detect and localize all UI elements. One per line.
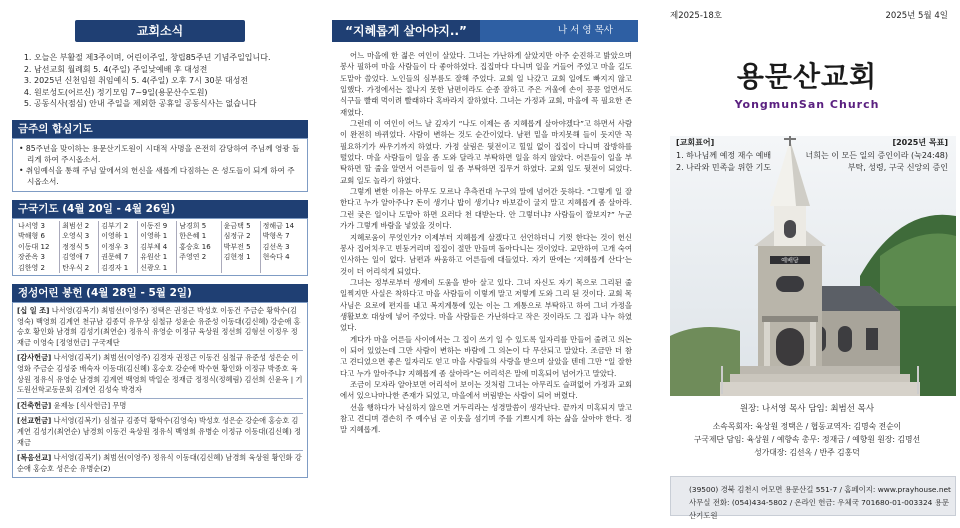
issue-number: 제2025-18호 <box>670 11 722 21</box>
district-cell: 박해형 6 <box>16 231 60 242</box>
issue-date: 2025년 5월 4일 <box>885 11 948 21</box>
district-cell: 남경희 5 <box>177 221 221 232</box>
district-cell: 권문혜 7 <box>99 252 138 263</box>
district-box <box>12 218 308 277</box>
staff-line: 구국제단 담임: 육상원 / 예향속 총무: 정재금 / 예향원 원장: 김명선 <box>693 435 921 444</box>
district-cell: 이동대 12 <box>16 242 60 253</box>
district-cell: 정정식 5 <box>60 242 99 253</box>
motto-label: [교회표어] <box>676 138 715 147</box>
prayer-title: 금주의 합심기도 <box>12 120 308 138</box>
district-cell: 김한영 2 <box>16 263 60 274</box>
sermon-header <box>332 20 638 42</box>
district-cell: 김현정 1 <box>221 252 260 263</box>
district-cell: 주영연 2 <box>177 252 221 263</box>
district-cell: 박부전 5 <box>221 242 260 253</box>
district-cell: 탄우식 2 <box>60 263 99 274</box>
church-sign: 예배당 <box>781 257 799 265</box>
column-cover <box>654 0 960 528</box>
district-cell: 현숙다 4 <box>262 253 290 261</box>
news-item: 1. 오늘은 부활절 제3주이며, 어린이주일, 창립85주년 기념주일입니다. <box>34 52 308 64</box>
district-cell: 김경자 1 <box>99 263 138 274</box>
staff-line: 소속목회자: 육상원 정택은 / 협동교역자: 김명숙 전순이 <box>712 422 902 431</box>
service-section: [건축헌금] 윤제능 [식사헌금] 무명 <box>17 399 303 415</box>
district-cell: 김부체 4 <box>138 242 177 253</box>
district-cell: 나서영 3 <box>16 221 60 232</box>
district-row <box>16 221 304 232</box>
district-cell: 이정우 3 <box>99 242 138 253</box>
goal-label: [2025년 목표] <box>892 138 948 147</box>
district-cell <box>260 263 304 274</box>
district-cell: 김영애 7 <box>60 252 99 263</box>
district-cell: 심정규 2 <box>221 231 260 242</box>
district-cell: 최범선 2 <box>60 221 99 232</box>
district-cell: 정해금 14 <box>262 221 295 230</box>
district-cell: 윤금택 5 <box>221 221 260 232</box>
church-photo <box>670 136 956 396</box>
district-row <box>16 242 304 253</box>
prayer-item: • 85주년을 맞이하는 용문산기도원이 시대적 사명을 온전히 감당하여 주님께 영광 돌리게 하여 주시옵소서. <box>19 143 300 164</box>
service-section: [십 일 조] 나서영(김복기) 최범선(이영주) 정택은 권정근 박성호 이동건 주금순 황학수(김영숙) 백영희 김계연 천규남 김종덕 유무상 심철규 성윤순 유준성 이동대(김신혜) 강순애 홍승호 황인화 남경희 김성기(최연순) 정유식 유영순 이정규 육상원 정선희 김형선 이정우 정재금 이영숙 [정영헌금] 구국제단 <box>17 304 303 351</box>
column-news <box>0 0 318 528</box>
district-cell: 이영하 1 <box>99 231 138 242</box>
goal-line: 너희는 이 모든 일의 증인이라 (눅24:48) <box>805 150 948 160</box>
district-row <box>16 263 304 274</box>
district-cell: 김부기 2 <box>99 221 138 232</box>
district-cell <box>221 263 260 274</box>
sermon-paragraph: 그런데 이 여인이 어느 날 깊자기 “나도 이제는 좀 지혜롭게 살아야겠다”고 하면서 사람이 완전히 바뀌었다. 사람이 변하는 것도 순간이었다. 남편 밑을 마지못해 들이 듯지만 꼭 필요하기가 싸우기까지 하였다. 가정 살림은 뒷전이고 힐일 없이 집집이 다니며 잡방하를 떨었다. 마을 사람들이 일을 좀 도와 달라고 부탁하면 일을 하지 않았다. 어른들이 일을 부탁하면 할 줄을 알면서 어른들이 일 좀 부탁하면 집무거 하였다. 교회 일도 뒷전이 되었다. 교회 일도 놀라기 하였다. <box>340 119 632 185</box>
district-cell: 신광오 1 <box>138 263 177 274</box>
sermon-paragraph: 선을 행하다가 낙심하지 않으면 거두리라는 성경말씀이 생각난다. 끝까지 미혹되지 말고 참고 견디며 겸손히 주 예수님 곧 이웃을 섬기며 주를 기쁘시게 하는 삶을 살아야 한다. 정말 지혜롭게. <box>340 402 632 435</box>
address-box <box>670 476 956 520</box>
district-cell: 장준옥 3 <box>16 252 60 263</box>
district-table <box>16 221 304 274</box>
district-row <box>16 231 304 242</box>
service-section: [선교헌금] 나서영(김복기) 심철규 김종덕 황학수(김영숙) 박성호 성은순 강순애 홍승호 김계연 김성기(최연순) 남경희 이동건 육상원 정유식 백영희 유병순 이정규 이동대(김신혜) 정재금 <box>17 414 303 451</box>
district-cell: 홍승호 16 <box>177 242 221 253</box>
district-cell: 유원산 1 <box>138 252 177 263</box>
district-cell: 이영하 1 <box>138 231 177 242</box>
news-item: 2. 남선교회 월례회 5. 4(주일) 주일낮예배 후 대성전 <box>34 64 308 76</box>
pastor-caption: 원장: 나서영 목사 담임: 최범선 목사 <box>739 404 875 414</box>
district-cell <box>177 263 221 274</box>
district-row <box>16 252 304 263</box>
district-title: 구국기도 (4월 20일 - 4월 26일) <box>12 200 308 218</box>
district-cell: 한은혜 1 <box>177 231 221 242</box>
issue-line <box>654 0 960 21</box>
sermon-paragraph: 그녀는 정부로부터 생계비 도움을 받아 살고 있다. 그녀 자신도 자기 목으로 그리된 줄 일찍지만 사실은 착하다고 마을 사람들이 이렇게 말고 저렇게 도와 그리 된 것이다. 교회 목사님은 요로에 편지를 내고 복지계통에 있는 이는 그 계통으로 부탁하고 하여 그녀 가정을 생활보호 대상에 넣어 주었다. 마을 사람들은 가난하다고 작은 것이라도 그 집과 나누 하였었다. <box>340 277 632 333</box>
district-cell: 김선옥 3 <box>262 242 290 251</box>
prayer-item: • 취임예식을 통해 주님 앞에서의 헌신을 새롭게 다짐하는 온 성도들이 되게 하여 주시옵소서. <box>19 165 295 186</box>
service-title: 정성어린 봉헌 (4월 28일 - 5월 2일) <box>12 284 308 302</box>
news-item: 5. 공동식사(점심) 안내 주일을 제외한 공휴일 공동식사는 없습니다 <box>34 98 308 110</box>
sermon-paragraph: 지혜로움이 무엇인가? 이제부터 지혜롭게 살겠다고 선언하더니 기껏 한다는 것이 헌신 봉사 집어치우고 빈둥거리며 집집이 절만 만들며 돌아다니는 것이었다. 교만하여 고개 숙여 인사하는 일이 없다. 남편과 싸움하고 어른들에 대들었다. 자기 딴에는 ‘지혜롭게 산다’는 것이 더 어리석게 되었다. <box>340 232 632 276</box>
service-box <box>12 302 308 478</box>
column-sermon <box>326 0 644 528</box>
service-section: [복음선교] 나서영(김복기) 최범선(이영주) 정유식 이동대(김신혜) 남경희 육상원 황인화 강순애 홍승호 성은순 유병순(2) <box>17 453 302 473</box>
news-item: 3. 2025년 신천임원 취임예식 5. 4(주일) 오후 7시 30분 대성전 <box>34 75 308 87</box>
motto-block <box>676 137 948 175</box>
sermon-body <box>332 42 638 436</box>
address-line: 사무실 전화: (054)434-5802 / 온라인 헌금: 우체국 701680-01-003324 용문산기도원 <box>689 498 949 520</box>
service-section: [감사헌금] 나서영(김복기) 최범선(이영주) 김경자 권정근 이동건 심철규 유준성 성은순 이영화 주금순 김성중 배숙자 이동대(김신혜) 홍승호 강순애 박수현 황인화 이정규 박종호 육상원 정유식 유영순 남경희 김계연 백영희 박일순 정재금 정정식(정혜림) 김선희 신윤옥 | 기도원선학교동문회 김계연 김성숙 박경자 <box>17 351 303 398</box>
sermon-paragraph: 그렇게 변한 이유는 아무도 모르나 추측컨대 누구의 말에 넘어간 듯하다. “그렇게 일 잘한다고 누가 알아주나? 돈이 생기나 밥이 생기나? 바보같이 굴지 말고 지혜롭게 좀 살아라. 그런 궂은 일이나 도맡아 하면 요러다 천 대받는다. 안 그렇더냐? 사람들이 깔보지?” 누군가가 그렇게 바람을 넣었을 것이다. <box>340 187 632 231</box>
sermon-paragraph: 게다가 마을 어른들 사이에서는 그 집이 쓰기 일 수 있도록 일자리를 만들어 줄려고 의논이 되어 있었는데 그만 사람이 변하는 바람에 그 의논이 다 무산되고 말았다. 조금만 더 참고 견디었으면 좋은 일자리도 얻고 마을 사람들의 사랑을 받으며 살았을 텐데 그만 “일 잘한다고 누가 알아주냐? 지혜롭게 좀 살아라”는 어리석은 말에 미혹되어 넘어가고 말았다. <box>340 334 632 378</box>
address-line: (39500) 경북 김천시 어모면 용문산길 551-7 / 홈페이지: www.prayhouse.net <box>689 485 951 494</box>
staff-line: 성가대장: 김선옥 / 반주 김홍덕 <box>754 448 860 457</box>
goal-line: 부탁, 성령, 구국 신앙의 증인 <box>847 163 948 172</box>
staff-info <box>654 420 960 459</box>
prayer-box <box>12 138 308 192</box>
sermon-paragraph: 조금이 모자라 알아보면 어리석어 보이는 것처럼 그녀는 아무리도 슬펴없어 가정과 교회에서 있으나마나한 존재가 되었고, 마을에서 버림받는 사람이 되어 버렸다. <box>340 379 632 401</box>
district-cell: 박형옥 7 <box>262 232 290 240</box>
church-name: 용문산교회 <box>736 60 878 93</box>
sermon-title: “지혜롭게 살아야지..” <box>332 20 480 42</box>
district-cell: 이동진 9 <box>138 221 177 232</box>
news-title: 교회소식 <box>75 20 245 42</box>
church-name-en: YongmunSan Church <box>734 98 880 111</box>
news-list <box>34 52 308 110</box>
news-item: 4. 원로성도(어르신) 정기모임 7~9일(용문산수도원) <box>34 87 308 99</box>
motto-line: 1. 하나님께 예정 재수 예배 <box>676 150 772 160</box>
motto-line: 2. 나라와 민족을 위한 기도 <box>676 163 772 172</box>
sermon-paragraph: 어느 마을에 한 젊은 여인이 살았다. 그녀는 가난하게 살았지만 아주 순진하고 밝았으며 봉사 필하여 마을 사람들이 다 좋아하였다. 집집마다 다니며 일을 거들어 주었고 마을 길도 도맡아 쓸었다. 노인들의 심부름도 잘해 주었다. 교회 일 나갔고 교회 일에도 빠지지 않고 일했다. 가정에서는 절나지 못한 남편이라도 순종 잘하고 주은 겨울에 손이 꽁꽁 얼면서도 식구들 빨래 먹이려 빨래하다 혹바라지 잘하였다. 그녀는 가정과 교회, 마을에 꼭 필요한 존재였다. <box>340 51 632 117</box>
sermon-author: 나 서 영 목사 <box>480 20 638 42</box>
district-cell: 오영식 3 <box>60 231 99 242</box>
